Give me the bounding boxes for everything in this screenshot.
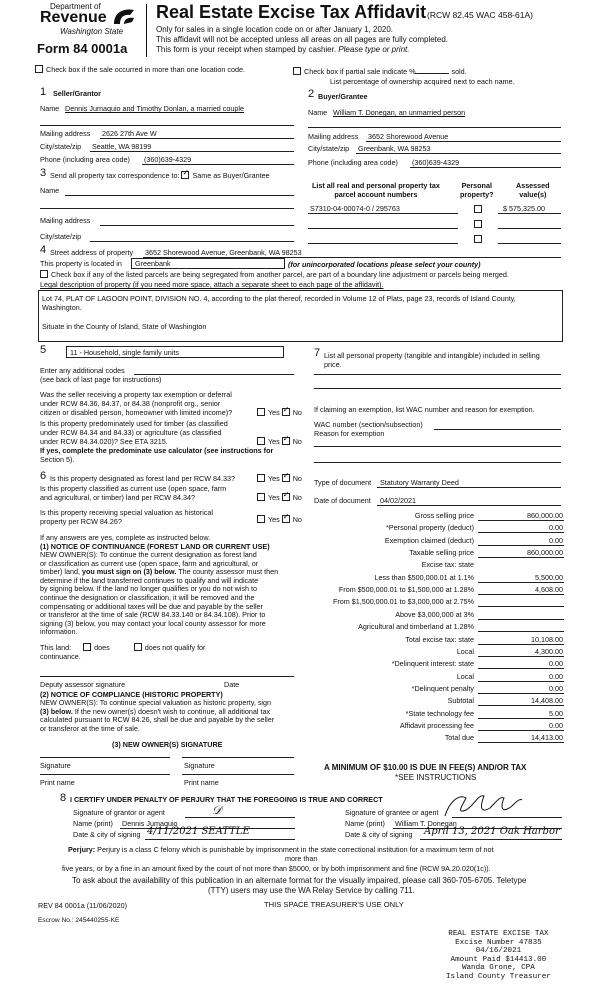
- partial-sale-check[interactable]: Check box if partial sale indicate % sold.: [293, 67, 467, 76]
- doc-date-label: Date of document: [314, 496, 371, 505]
- grantee-date-city[interactable]: April 13, 2021 Oak Harbor: [424, 826, 560, 837]
- notice-compliance-text: NEW OWNER(S): To continue special valuation as historic property, sign (3) below. If the new owner(s) doesn't wish to continue, all additional tax calculated pursuant to RCW 84.26, shall be due and payable by the seller or transferor at the time of sale.: [40, 698, 275, 733]
- seller-mail-label: Mailing address: [40, 129, 91, 138]
- notice-continuance-text: NEW OWNER(S): To continue the current designation as forest land or classification as current use (open space, farm and agricultural, or timber) land, you must sign on (3) below. The county assessor must then determine if the land transferred continues to qualify and will indicate by signing below. If the land no longer qualifies or you do not wish to continue the designation or classification, it will be removed and the compensating or additional taxes will be due and payable by the seller or transferor at the time of sale (RCW 84.33.140 or 84.34.108). Prior to signing (3) below, you may contact your local county assessor for more information.: [40, 550, 279, 637]
- q-forest: Is this property designated as forest land per RCW 84.33?: [50, 474, 235, 483]
- unincorporated-note: (for unincorporated locations please select your county): [288, 260, 481, 269]
- q-exemption: Was the seller receiving a property tax exemption or deferral under RCW 84.36, 84.37, or 84.38 (nonprofit org., senior citizen or disabled person, homeowner with limited income)?: [40, 390, 233, 417]
- grantee-sig-label: Signature of grantee or agent: [345, 808, 439, 817]
- calc-value[interactable]: 4,300.00: [535, 646, 563, 656]
- treasurer-use: THIS SPACE TREASURER'S USE ONLY: [264, 900, 404, 909]
- located-label: This property is located in: [40, 259, 122, 268]
- street-address[interactable]: 3652 Shorewood Avenue, Greenbank, WA 98253: [145, 248, 302, 257]
- form-title: Real Estate Excise Tax Affidavit: [156, 2, 427, 22]
- calc-label: *Delinquent penalty: [411, 683, 474, 693]
- calc-underline: [478, 619, 564, 620]
- new-owner-signature-heading: (3) NEW OWNER(S) SIGNATURE: [112, 740, 223, 749]
- buyer-phone[interactable]: (360)639-4329: [412, 158, 460, 167]
- s3-city-label: City/state/zip: [40, 232, 82, 241]
- checkbox[interactable]: [293, 67, 301, 75]
- deputy-date-label: Date: [224, 680, 240, 689]
- calc-label: Affidavit processing fee: [399, 720, 474, 730]
- q-forest-answer[interactable]: Yes ✓ No: [257, 474, 302, 483]
- section-7-number: 7: [314, 347, 321, 359]
- calc-underline: [478, 718, 564, 719]
- continuance-label: continuance.: [40, 652, 81, 661]
- calc-value[interactable]: 5.00: [549, 708, 563, 718]
- calc-underline: [478, 656, 564, 657]
- land-use-select[interactable]: 11 - Household, single family units: [66, 346, 284, 358]
- calc-underline: [478, 681, 564, 682]
- availability-line-2: (TTY) users may use the WA Relay Service by calling 711.: [208, 886, 415, 895]
- calc-value[interactable]: 0.00: [549, 683, 563, 693]
- q-exemption-answer[interactable]: Yes ✓ No: [257, 408, 302, 417]
- grantor-date-city[interactable]: 4/11/2021 SEATTLE: [147, 826, 250, 837]
- calc-underline: [478, 730, 564, 731]
- print-name-label-2: Print name: [184, 778, 219, 787]
- calc-underline: [478, 693, 564, 694]
- section-3-number: 3: [40, 167, 47, 179]
- calc-underline: [478, 532, 564, 533]
- seller-name[interactable]: Dennis Jumaquio and Timothy Donlan, a married couple: [65, 104, 244, 113]
- minimum-notice: A MINIMUM OF $10.00 IS DUE IN FEE(S) AND/OR TAX: [324, 763, 527, 772]
- partial-sale-note: List percentage of ownership acquired next to each name.: [330, 77, 515, 86]
- legal-description-box[interactable]: [38, 290, 563, 342]
- buyer-name-label: Name: [308, 108, 328, 117]
- legal-description-2: Situate in the County of Island, State of Washington: [42, 322, 207, 331]
- calc-underline: [478, 644, 564, 645]
- notice-compliance-heading: (2) NOTICE OF COMPLIANCE (HISTORIC PROPERTY): [40, 690, 223, 699]
- dept-of: Department of: [50, 2, 101, 11]
- doc-type[interactable]: Statutory Warranty Deed: [380, 478, 459, 487]
- personal-property-checkbox-3[interactable]: [474, 235, 482, 243]
- grantor-sig-label: Signature of grantor or agent: [73, 808, 165, 817]
- doc-type-label: Type of document: [314, 478, 372, 487]
- grantor-date-label: Date & city of signing: [73, 830, 141, 839]
- calc-value[interactable]: 5,500.00: [535, 572, 563, 582]
- calc-label: *Delinquent interest: state: [391, 659, 474, 669]
- additional-codes-label: Enter any additional codes: [40, 366, 125, 375]
- seller-phone[interactable]: (360)639-4329: [144, 155, 192, 164]
- calc-value[interactable]: 0.00: [549, 671, 563, 681]
- grantor-signature-mark: 𝒟: [212, 803, 222, 817]
- calc-value[interactable]: 10,108.00: [531, 634, 563, 644]
- section-5-number: 5: [40, 344, 47, 356]
- calc-underline: [478, 557, 564, 558]
- buyer-heading: Buyer/Grantee: [318, 92, 368, 101]
- calc-label: Total excise tax: state: [405, 634, 474, 644]
- grantee-date-label: Date & city of signing: [345, 830, 413, 839]
- seller-phone-label: Phone (including area code): [40, 155, 130, 164]
- q-timber-note: If yes, complete the predominate use calculator (see instructions for Section 5).: [40, 446, 274, 464]
- washington-state: Washington State: [60, 27, 124, 36]
- doc-date[interactable]: 04/02/2021: [380, 496, 416, 505]
- calc-label: Subtotal: [447, 696, 474, 706]
- calc-label: Total due: [444, 733, 474, 743]
- calc-label: Local: [456, 646, 474, 656]
- calc-value[interactable]: 0.00: [549, 535, 563, 545]
- buyer-phone-label: Phone (including area code): [308, 158, 398, 167]
- calc-underline: [478, 520, 564, 521]
- location-select[interactable]: Greenbank: [131, 258, 285, 269]
- this-land-row[interactable]: This land: does does not qualify for: [40, 643, 206, 652]
- buyer-mail-label: Mailing address: [308, 132, 359, 141]
- calc-value[interactable]: 0.00: [549, 720, 563, 730]
- grantor-name-label: Name (print): [73, 819, 113, 828]
- treasurer-stamp: REAL ESTATE EXCISE TAX Excise Number 47835 04/16/2021 Amount Paid $14413.00 Wanda Grone, CPA Island County Treasurer: [446, 930, 551, 981]
- perjury-line-3: five years, or by a fine in an amount fixed by the court of not more than $5000, or by both imprisonment and fine (RCW 9A.20.020(1c)).: [62, 864, 491, 873]
- calc-underline: [478, 631, 564, 632]
- availability-line-1: To ask about the availability of this publication in an alternate format for the visually impaired, please call 360-705-6705. Teletype: [72, 876, 527, 885]
- seller-city-label: City/state/zip: [40, 142, 82, 151]
- seller-heading: Seller/Grantor: [53, 89, 101, 98]
- q-current-use: Is this property classified as current use (open space, farm and agricultural, or timber) land per RCW 84.34?: [40, 484, 227, 502]
- calc-label: From $1,500,000.01 to $3,000,000 at 2.75%: [332, 597, 474, 607]
- personal-property-checkbox-1[interactable]: [474, 205, 482, 213]
- q-current-use-answer[interactable]: Yes ✓ No: [257, 493, 302, 502]
- personal-header: Personal property?: [460, 181, 494, 199]
- calc-value[interactable]: 4,608.00: [535, 585, 563, 595]
- q-historic: Is this property receiving special valuation as historical property per RCW 84.26?: [40, 508, 213, 526]
- notice-continuance-heading: (1) NOTICE OF CONTINUANCE (FOREST LAND OR CURRENT USE): [40, 542, 270, 551]
- buyer-city[interactable]: Greenbank, WA 98253: [358, 144, 431, 153]
- revenue-logo-icon: [110, 6, 138, 26]
- calc-label: Above $3,000,000 at 3%: [395, 609, 474, 619]
- calc-label: Exemption claimed (deduct): [384, 535, 474, 545]
- rcw-reference: (RCW 82.45 WAC 458-61A): [427, 10, 533, 20]
- print-name-label-1: Print name: [40, 778, 75, 787]
- exemption-label: If claiming an exemption, list WAC number and reason for exemption.: [314, 405, 535, 414]
- calc-label: Excise tax: state: [421, 560, 474, 570]
- perjury-line-1: Perjury: Perjury is a class C felony which is punishable by imprisonment in the state correctional institution for a maximum term of not: [68, 845, 494, 854]
- calc-value[interactable]: 0.00: [549, 659, 563, 669]
- instructions-note: If any answers are yes, complete as instructed below.: [40, 533, 211, 542]
- grantee-name-label: Name (print): [345, 819, 385, 828]
- calc-underline: [478, 705, 564, 706]
- street-address-label: Street address of property: [50, 248, 134, 257]
- calc-label: Local: [456, 671, 474, 681]
- calc-label: Gross selling price: [414, 511, 474, 520]
- q-timber-answer[interactable]: Yes ✓ No: [257, 437, 302, 446]
- rev-code: REV 84 0001a (11/06/2020): [38, 901, 127, 910]
- multi-location-check[interactable]: Check box if the sale occurred in more than one location code.: [35, 65, 245, 74]
- calc-label: Less than $500,000.01 at 1.1%: [374, 572, 474, 582]
- seller-name-label: Name: [40, 104, 60, 113]
- assessed-header: Assessed value(s): [516, 181, 550, 199]
- calc-label: Agricultural and timberland at 1.28%: [358, 622, 474, 632]
- signature-label-2: Signature: [184, 761, 215, 770]
- seller-mail[interactable]: 2626 27th Ave W: [102, 129, 157, 138]
- buyer-mail[interactable]: 3652 Shorewood Avenue: [368, 132, 449, 141]
- seller-city[interactable]: Seattle, WA 98199: [92, 142, 152, 151]
- parcel-number[interactable]: S7310-04-00074-0 / 295763: [310, 204, 400, 213]
- assessed-value[interactable]: $ 575,325.00: [503, 204, 545, 213]
- revenue-logo-text: Revenue: [40, 9, 107, 26]
- section-4-number: 4: [40, 244, 47, 256]
- section-6-number: 6: [40, 470, 47, 482]
- header-line-1: Only for sales in a single location code on or after January 1, 2020.: [156, 25, 394, 34]
- checkbox[interactable]: [40, 270, 48, 278]
- grantor-name[interactable]: Dennis Jumaquio: [122, 819, 178, 828]
- parcel-header: List all real and personal property tax parcel account numbers: [312, 181, 440, 199]
- segregated-check[interactable]: Check box if any of the listed parcels are being segregated from another parcel, are part of a boundary line adjustment or parcels being merged.: [40, 270, 509, 279]
- reason-label: Reason for exemption: [314, 429, 385, 438]
- header-line-3: This form is your receipt when stamped by cashier. Please type or print.: [156, 45, 410, 54]
- deputy-signature-label: Deputy assessor signature: [40, 680, 126, 689]
- calc-value[interactable]: 860,000.00: [527, 548, 563, 558]
- personal-property-list-label: List all personal property (tangible and intangible) included in selling price.: [324, 351, 540, 369]
- section-8-number: 8: [60, 792, 67, 804]
- calc-underline: [478, 545, 564, 546]
- legal-description: Lot 74, PLAT OF LAGOON POINT, DIVISION NO. 4, according to the plat thereof, recorded in Volume 12 of Plats, page 23, records of Island County, Washington.: [42, 294, 516, 312]
- perjury-line-2: more than: [285, 854, 318, 863]
- see-instructions: *SEE INSTRUCTIONS: [395, 773, 477, 782]
- grantee-name[interactable]: William T. Donegan: [395, 819, 457, 828]
- q-timber: Is this property predominately used for timber (as classified under RCW 84.34 and 84.33) or agriculture (as classified under RCW 84.34.020)? See ETA 3215.: [40, 419, 228, 446]
- calc-label: *Personal property (deduct): [386, 523, 474, 533]
- section-2-number: 2: [308, 88, 315, 100]
- signature-label-1: Signature: [40, 761, 71, 770]
- legal-label: Legal description of property (if you need more space, attach a separate sheet to each page of the affidavit).: [40, 280, 384, 289]
- calc-label: From $500,000.01 to $1,500,000 at 1.28%: [338, 585, 474, 595]
- q-historic-answer[interactable]: Yes ✓ No: [257, 515, 302, 524]
- certify-statement: I CERTIFY UNDER PENALTY OF PERJURY THAT THE FOREGOING IS TRUE AND CORRECT: [70, 795, 383, 804]
- section-1-number: 1: [40, 86, 47, 98]
- form-number: Form 84 0001a: [37, 41, 128, 56]
- grantee-signature-mark: [440, 788, 525, 820]
- calc-value[interactable]: 14,408.00: [531, 696, 563, 706]
- calc-value[interactable]: 14,413.00: [531, 733, 563, 743]
- calc-underline: [478, 594, 564, 595]
- personal-property-checkbox-2[interactable]: [474, 220, 482, 228]
- section-3-text: Send all property tax correspondence to: ✓ Same as Buyer/Grantee: [50, 171, 270, 180]
- calc-underline: [478, 606, 564, 607]
- wac-label: WAC number (section/subsection): [314, 420, 423, 429]
- calc-underline: [478, 668, 564, 669]
- calc-underline: [478, 742, 564, 743]
- calc-value[interactable]: 0.00: [549, 523, 563, 533]
- calc-value[interactable]: 860,000.00: [527, 511, 563, 520]
- same-as-buyer-checkbox[interactable]: [181, 171, 189, 179]
- calc-label: Taxable selling price: [409, 548, 474, 558]
- additional-codes-note: (see back of last page for instructions): [40, 375, 162, 384]
- calc-label: *State technology fee: [405, 708, 474, 718]
- header-line-2: This affidavit will not be accepted unless all areas on all pages are fully completed.: [156, 35, 449, 44]
- s3-mail-label: Mailing address: [40, 216, 91, 225]
- buyer-name[interactable]: William T. Donegan, an unmarried person: [333, 108, 466, 117]
- calc-underline: [478, 582, 564, 583]
- buyer-city-label: City/state/zip: [308, 144, 350, 153]
- checkbox[interactable]: [35, 65, 43, 73]
- escrow-number: Escrow No.: 245440255-KE: [38, 917, 120, 924]
- s3-name-label: Name: [40, 186, 60, 195]
